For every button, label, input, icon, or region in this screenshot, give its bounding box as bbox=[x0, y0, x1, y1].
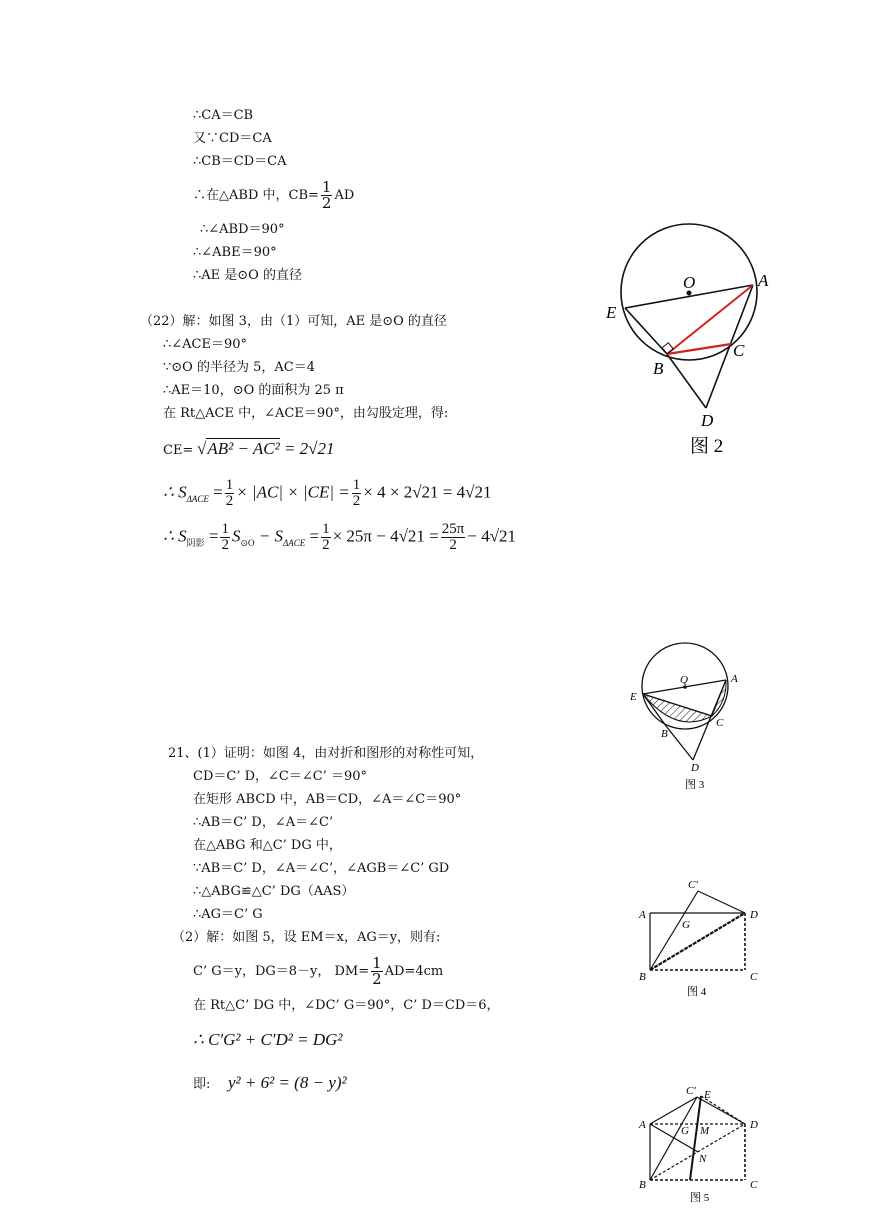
fraction-half: $\frac{1}{2}$ bbox=[321, 178, 332, 212]
triangle-area-formula: ∴ $S_{\Delta ACE}$ = $\frac{1}{2}$ × |AC| × |CE| = $\frac{1}{2}$ × 4 × 2√21 = 4√21 bbox=[163, 477, 492, 509]
p21-line-3: ∴AB＝C’ D，∠A＝∠C’ bbox=[193, 815, 334, 830]
fig3-label-b: B bbox=[661, 728, 668, 740]
fig5-label-d: D bbox=[750, 1119, 758, 1131]
fig4-caption: 图 4 bbox=[687, 986, 707, 998]
p21-line-5: ∵AB＝C’ D，∠A＝∠C’，∠AGB＝∠C’ GD bbox=[193, 861, 450, 876]
p21-line-7: ∴AG＝C’ G bbox=[193, 907, 263, 922]
proof-line-2: 又∵CD＝CA bbox=[193, 131, 272, 146]
fig5-caption: 图 5 bbox=[690, 1192, 710, 1204]
p21-part2-line-2: 在 Rt△C’ DG 中，∠DC’ G＝90°，C’ D＝CD＝6， bbox=[193, 998, 500, 1013]
proof-line-4-prefix: ∴在△ABD 中，CB= bbox=[193, 188, 319, 203]
fig5-label-b: B bbox=[639, 1179, 646, 1191]
proof-line-3: ∴CB＝CD＝CA bbox=[193, 154, 287, 169]
fig5-crease-en bbox=[690, 1096, 701, 1180]
problem-22-heading: （22）解：如图 3，由（1）可知，AE 是⊙O 的直径 bbox=[140, 314, 447, 329]
fig2-label-c: C bbox=[733, 341, 745, 360]
proof-line-7: ∴AE 是⊙O 的直径 bbox=[193, 268, 302, 283]
fig3-label-e: E bbox=[630, 691, 637, 703]
fig4-label-cprime: C′ bbox=[688, 879, 698, 891]
p21-part2-heading: （2）解：如图 5，设 EM＝x，AG＝y，则有: bbox=[172, 930, 441, 945]
proof-line-6: ∴∠ABE＝90° bbox=[193, 245, 277, 260]
p22-line-1: ∴∠ACE＝90° bbox=[163, 337, 248, 352]
fig2-caption: 图 2 bbox=[690, 436, 724, 457]
fig4-label-a: A bbox=[639, 909, 646, 921]
fig4-label-b: B bbox=[639, 971, 646, 983]
shaded-area-formula: ∴ $S_{阴影}$ = $\frac{1}{2}$ $S_{⊙O} - S_{\Delta ACE}$ = $\frac{1}{2}$ × 25π − 4√21 = $\frac{25\pi}{2}$ − 4√21 bbox=[163, 521, 517, 553]
fig2-label-b: B bbox=[653, 359, 664, 378]
fig5-label-g: G bbox=[681, 1125, 689, 1137]
fig4-label-c: C bbox=[750, 971, 758, 983]
fig3-label-a: A bbox=[731, 673, 738, 685]
proof-line-4-suffix: AD bbox=[334, 188, 355, 203]
p21-line-6: ∴△ABG≌△C’ DG（AAS） bbox=[193, 884, 355, 899]
fig5-label-e: E bbox=[704, 1089, 711, 1101]
fig3-label-c: C bbox=[716, 717, 724, 729]
proof-line-5: ∴∠ABD＝90° bbox=[200, 222, 285, 237]
fig5-segment-an bbox=[650, 1124, 698, 1152]
fig5-label-c: C bbox=[750, 1179, 758, 1191]
fig2-label-d: D bbox=[701, 411, 714, 430]
fig2-label-o: O bbox=[683, 273, 696, 292]
fig5-label-a: A bbox=[639, 1119, 646, 1131]
p21-line-4: 在△ABG 和△C’ DG 中， bbox=[193, 838, 342, 853]
fig2-label-a: A bbox=[758, 271, 769, 290]
fig3-label-q: Q bbox=[680, 674, 688, 686]
p21-line-2: 在矩形 ABCD 中，AB＝CD，∠A＝∠C＝90° bbox=[193, 792, 462, 807]
p21-part2-line-1: C’ G＝y，DG＝8－y， DM= $\frac{1}{2}$ AD=4cm bbox=[193, 954, 444, 988]
fig2-label-e: E bbox=[606, 303, 617, 322]
fig5-fold-cd bbox=[697, 1097, 745, 1124]
p22-line-4: 在 Rt△ACE 中，∠ACE＝90°，由勾股定理，得: bbox=[163, 406, 449, 421]
fig5-label-n: N bbox=[699, 1153, 707, 1165]
fig4-label-d: D bbox=[750, 909, 758, 921]
fig3-label-d: D bbox=[691, 762, 699, 774]
p22-line-2: ∵⊙O 的半径为 5，AC＝4 bbox=[163, 360, 315, 375]
p21-part2-pythagoras: ∴ C′G² + C′D² = DG² bbox=[193, 1030, 343, 1049]
fig3-caption: 图 3 bbox=[685, 779, 705, 791]
fig5-label-cprime: C′ bbox=[686, 1085, 696, 1097]
fig4-label-g: G bbox=[682, 919, 690, 931]
p21-line-1: CD＝C’ D，∠C＝∠C’ ＝90° bbox=[193, 769, 367, 784]
p21-part2-line-4-prefix: 即: bbox=[193, 1077, 211, 1092]
ce-label: CE= bbox=[163, 443, 194, 458]
problem-21-heading: 21、(1）证明：如图 4，由对折和图形的对称性可知， bbox=[168, 746, 484, 761]
proof-line-1: ∴CA＝CB bbox=[193, 108, 254, 123]
p22-line-3: ∴AE＝10，⊙O 的面积为 25 π bbox=[163, 383, 344, 398]
fig5-fold-bc bbox=[650, 1097, 697, 1180]
p21-part2-equation: y² + 6² = (8 − y)² bbox=[228, 1073, 347, 1092]
fig5-label-m: M bbox=[700, 1125, 710, 1137]
ce-formula: √AB² − AC² = 2√21 bbox=[197, 439, 335, 458]
